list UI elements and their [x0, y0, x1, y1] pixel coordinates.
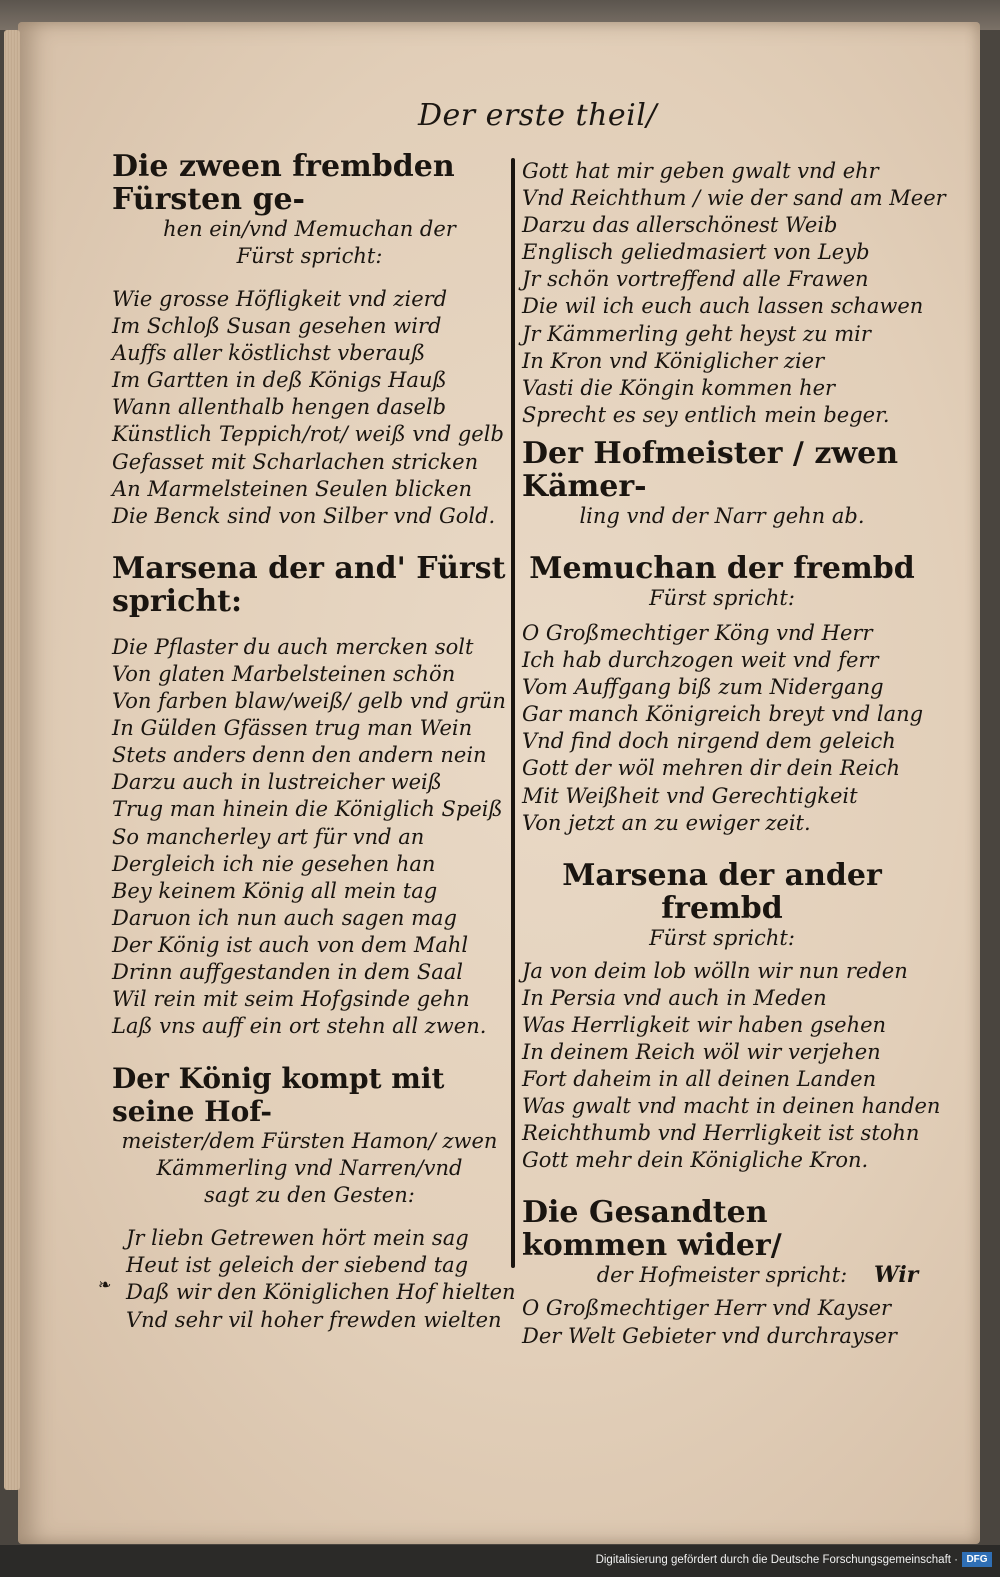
verse-line: Der Welt Gebieter vnd durchrayser: [522, 1323, 897, 1348]
verse-line: Vasti die Köngin kommen her: [522, 375, 836, 400]
verse-line: Drinn auffgestanden in dem Saal: [112, 959, 463, 984]
verse-line: Die Pflaster du auch mercken solt: [112, 634, 474, 659]
verse-line: Darzu das allerschönest Weib: [522, 213, 838, 238]
verse-line: Was gwalt vnd macht in deinen handen: [522, 1094, 941, 1119]
verse-line: Im Gartten in deß Königs Hauß: [112, 368, 447, 393]
verse-line: Dergleich ich nie gesehen han: [112, 851, 436, 876]
verse-line: Wann allenthalb hengen daselb: [112, 395, 447, 420]
page-edges: [4, 30, 20, 1490]
verse-line: Von jetzt an zu ewiger zeit.: [522, 810, 811, 835]
verse-line: Die wil ich euch auch lassen schawen: [522, 294, 924, 319]
verse-block: [522, 158, 946, 429]
verse-line: Reichthumb vnd Herrligkeit ist stohn: [522, 1121, 920, 1146]
section-heading: Der Hofmeister / zwen Kämer-: [522, 435, 899, 504]
verse-line: Vnd Reichthum / wie der sand am Meer: [522, 186, 946, 211]
section-subheading: der Hofmeister spricht:: [596, 1263, 848, 1288]
verse-line: Vom Auffgang biß zum Nidergang: [522, 675, 884, 700]
verse-line: Die Benck sind von Silber vnd Gold.: [112, 503, 496, 528]
verse-block: [522, 1295, 922, 1349]
verse-line: In Kron vnd Königlicher zier: [522, 348, 825, 373]
verse-line: Gott mehr dein Königliche Kron.: [522, 1148, 869, 1173]
verse-block: [522, 958, 941, 1175]
verse-line: Was Herrligkeit wir haben gsehen: [522, 1012, 887, 1037]
section-subheading: Fürst spricht:: [236, 244, 383, 268]
section-heading: Die zween frembden Fürsten ge-: [112, 149, 455, 217]
verse-line: Daruon ich nun auch sagen mag: [112, 905, 457, 930]
verse-line: Stets anders denn den andern nein: [112, 743, 487, 768]
verse-line: Jr Kämmerling geht heyst zu mir: [522, 321, 871, 346]
verse-line: Gott der wöl mehren dir dein Reich: [522, 756, 900, 781]
verse-line: Englisch geliedmasiert von Leyb: [522, 240, 870, 265]
section-subheading: Fürst spricht:: [649, 925, 795, 950]
section-heading: Marsena der ander frembd: [562, 857, 882, 926]
verse-line: Ich hab durchzogen weit vnd ferr: [522, 648, 879, 673]
section-heading: Memuchan der frembd: [529, 550, 915, 586]
section-subheading: hen ein/vnd Memuchan der: [163, 217, 456, 241]
footer-credit: Digitalisierung gefördert durch die Deutsche Forschungsgemeinschaft ·: [595, 1554, 958, 1566]
verse-line: Vnd find doch nirgend dem geleich: [522, 729, 896, 754]
verse-line: An Marmelsteinen Seulen blicken: [112, 476, 472, 501]
verse-block: [522, 620, 922, 837]
verse-line: In Gülden Gfässen trug man Wein: [112, 716, 473, 741]
section-subheading: Kämmerling vnd Narren/vnd: [156, 1156, 463, 1181]
verse-line: Gott hat mir geben gwalt vnd ehr: [522, 159, 879, 183]
verse-block: [112, 634, 507, 1040]
left-column: [112, 149, 516, 1334]
verse-line: Der König ist auch von dem Mahl: [112, 932, 469, 957]
verse-line: Jr liebn Getrewen hört mein sag: [126, 1226, 469, 1251]
verse-line: Jr schön vortreffend alle Frawen: [522, 267, 869, 292]
page-mark-icon: ❧: [98, 1275, 112, 1294]
right-column: [522, 158, 946, 1350]
verse-line: Ja von deim lob wölln wir nun reden: [522, 958, 908, 983]
verse-line: Im Schloß Susan gesehen wird: [112, 314, 442, 339]
verse-block: [112, 286, 507, 530]
verse-line: Künstlich Teppich/rot/ weiß vnd gelb: [112, 422, 504, 447]
verse-line: Mit Weißheit vnd Gerechtigkeit: [522, 783, 858, 808]
verse-line: Laß vns auff ein ort stehn all zwen.: [112, 1014, 487, 1039]
section-subheading: Fürst spricht:: [649, 585, 795, 610]
verse-line: Sprecht es sey entlich mein beger.: [522, 402, 890, 427]
verse-line: Darzu auch in lustreicher weiß: [112, 770, 442, 795]
verse-line: Vnd sehr vil hoher frewden wielten: [126, 1307, 502, 1332]
verse-line: Trug man hinein die Königlich Speiß: [112, 797, 503, 822]
verse-block: [126, 1225, 516, 1333]
verse-line: In Persia vnd auch in Meden: [522, 985, 827, 1010]
verse-line: Daß wir den Königlichen Hof hielten: [126, 1280, 516, 1305]
section-subheading: sagt zu den Gesten:: [204, 1183, 415, 1208]
section-heading: Der König kompt mit seine Hof-: [112, 1062, 445, 1129]
verse-line: O Großmechtiger Köng vnd Herr: [522, 620, 873, 645]
verse-line: Gefasset mit Scharlachen stricken: [112, 449, 479, 474]
verse-line: So mancherley art für vnd an: [112, 824, 425, 849]
section-subheading: ling vnd der Narr gehn ab.: [579, 503, 865, 528]
verse-line: Von glaten Marbelsteinen schön: [112, 661, 456, 686]
verse-line: Bey keinem König all mein tag: [112, 878, 438, 903]
dfg-logo-icon: DFG: [962, 1552, 992, 1567]
verse-line: Von farben blaw/weiß/ gelb vnd grün: [112, 689, 506, 714]
verse-line: Wil rein mit seim Hofgsinde gehn: [112, 987, 470, 1012]
column-divider: [511, 158, 515, 1268]
verse-line: In deinem Reich wöl wir verjehen: [522, 1039, 881, 1064]
section-heading: Marsena der and' Fürst spricht:: [112, 550, 506, 619]
section-subheading: meister/dem Fürsten Hamon/ zwen: [121, 1129, 498, 1154]
verse-line: Fort daheim in all deinen Landen: [522, 1067, 877, 1092]
verse-line: Gar manch Königreich breyt vnd lang: [522, 702, 924, 727]
verse-line: Heut ist geleich der siebend tag: [126, 1253, 469, 1278]
catchword: Wir: [874, 1262, 919, 1288]
verse-line: O Großmechtiger Herr vnd Kayser: [522, 1296, 892, 1321]
verse-line: Wie grosse Höfligkeit vnd zierd: [112, 287, 448, 311]
verse-line: Auffs aller köstlichst vberauß: [112, 341, 426, 366]
running-head: Der erste theil/: [418, 98, 657, 133]
section-heading: Die Gesandten kommen wider/: [522, 1195, 782, 1264]
